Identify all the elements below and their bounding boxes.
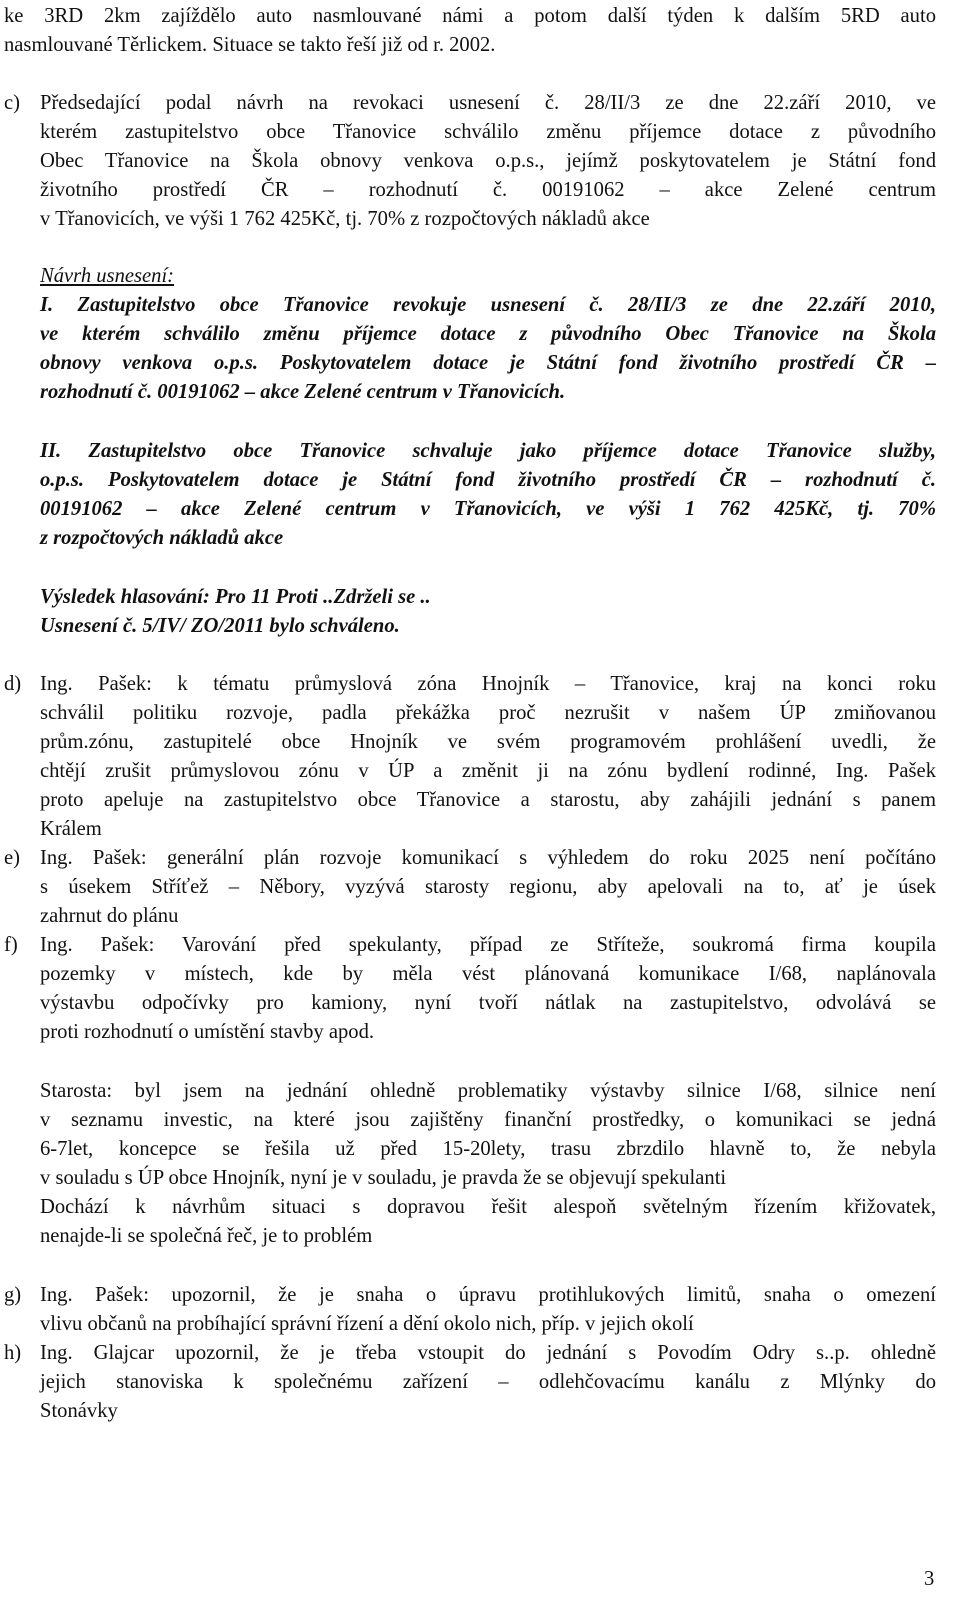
text-line: Ing. Pašek: k tématu průmyslová zóna Hnojník – Třanovice, kraj na konci roku [40,673,936,695]
text-line: prům.zónu, zastupitelé obce Hnojník ve svém programovém prohlášení uvedli, že [40,731,936,753]
text-line: 6-7let, koncepce se řešila už před 15-20lety, trasu zbrzdilo hlavně to, že nebyla [40,1138,936,1160]
item-label-e: e) [4,847,20,869]
text-line: jejich stanoviska k společnému zařízení – odlehčovacímu kanálu z Mlýnky do [40,1371,936,1393]
text-line: ke 3RD 2km zajíždělo auto nasmlouvané námi a potom další týden k dalším 5RD auto [4,5,936,27]
text-line: Dochází k návrhům situaci s dopravou řešit alespoň světelným řízením křižovatek, [40,1196,936,1218]
text-line: Předsedající podal návrh na revokaci usnesení č. 28/II/3 ze dne 22.září 2010, ve [40,92,936,114]
item-label-g: g) [4,1284,22,1306]
vote-result: Výsledek hlasování: Pro 11 Proti ..Zdrželi se .. [40,586,431,608]
page-number: 3 [924,1568,935,1590]
resolution-line: II. Zastupitelstvo obce Třanovice schvaluje jako příjemce dotace Třanovice služby, [40,440,936,462]
text-line: vlivu občanů na probíhající správní řízení a dění okolo nich, příp. v jejich okolí [40,1313,694,1335]
text-line: v Třanovicích, ve výši 1 762 425Kč, tj. 70% z rozpočtových nákladů akce [40,208,650,230]
proposal-heading: Návrh usnesení: [40,265,175,287]
resolution-line: 00191062 – akce Zelené centrum v Třanovicích, ve výši 1 762 425Kč, tj. 70% [40,498,936,520]
item-label-h: h) [4,1342,22,1364]
text-line: výstavbu odpočívky pro kamiony, nyní tvoří nátlak na zastupitelstvo, odvolává se [40,992,936,1014]
resolution-approved: Usnesení č. 5/IV/ ZO/2011 bylo schváleno. [40,615,400,637]
resolution-line: ve kterém schválilo změnu příjemce dotace z původního Obec Třanovice na Škola [40,323,936,345]
text-line: Ing. Glajcar upozornil, že je třeba vstoupit do jednání s Povodím Odry s..p. ohledně [40,1342,936,1364]
resolution-line: I. Zastupitelstvo obce Třanovice revokuje usnesení č. 28/II/3 ze dne 22.září 2010, [40,294,936,316]
item-label-d: d) [4,673,22,695]
text-line: pozemky v místech, kde by měla vést plánovaná komunikace I/68, naplánovala [40,963,936,985]
text-line: zahrnut do plánu [40,905,179,927]
resolution-line: z rozpočtových nákladů akce [40,527,284,549]
resolution-line: o.p.s. Poskytovatelem dotace je Státní fond životního prostředí ČR – rozhodnutí č. [40,469,936,491]
text-line: životního prostředí ČR – rozhodnutí č. 00191062 – akce Zelené centrum [40,179,936,201]
resolution-line: obnovy venkova o.p.s. Poskytovatelem dotace je Státní fond životního prostředí ČR – [40,352,936,374]
item-label-f: f) [4,934,18,956]
text-line: Obec Třanovice na Škola obnovy venkova o.p.s., jejímž poskytovatelem je Státní fond [40,150,936,172]
resolution-line: rozhodnutí č. 00191062 – akce Zelené centrum v Třanovicích. [40,381,566,403]
text-line: Starosta: byl jsem na jednání ohledně problematiky výstavby silnice I/68, silnice není [40,1080,936,1102]
text-line: nenajde-li se společná řeč, je to problém [40,1225,373,1247]
text-line: kterém zastupitelstvo obce Třanovice schválilo změnu příjemce dotace z původního [40,121,936,143]
text-line: schválil politiku rozvoje, padla překážka proč nezrušit v našem ÚP zmiňovanou [40,702,936,724]
text-line: s úsekem Stříťež – Něbory, vyzývá starosty regionu, aby apelovali na to, ať je úsek [40,876,936,898]
item-label-c: c) [4,92,20,114]
text-line: Ing. Pašek: generální plán rozvoje komunikací s výhledem do roku 2025 není počítáno [40,847,936,869]
text-line: Králem [40,818,102,840]
text-line: Ing. Pašek: upozornil, že je snaha o úpravu protihlukových limitů, snaha o omezení [40,1284,936,1306]
text-line: v seznamu investic, na které jsou zajištěny finanční prostředky, o komunikaci se jedná [40,1109,936,1131]
text-line: Ing. Pašek: Varování před spekulanty, případ ze Stříteže, soukromá firma koupila [40,934,936,956]
text-line: nasmlouvané Těrlickem. Situace se takto řeší již od r. 2002. [4,34,496,56]
text-line: v souladu s ÚP obce Hnojník, nyní je v souladu, je pravda že se objevují spekulanti [40,1167,727,1189]
text-line: Stonávky [40,1400,118,1422]
text-line: chtějí zrušit průmyslovou zónu v ÚP a změnit ji na zónu bydlení rodinné, Ing. Pašek [40,760,936,782]
text-line: proti rozhodnutí o umístění stavby apod. [40,1021,375,1043]
text-line: proto apeluje na zastupitelstvo obce Třanovice a starostu, aby zahájili jednání s panem [40,789,936,811]
